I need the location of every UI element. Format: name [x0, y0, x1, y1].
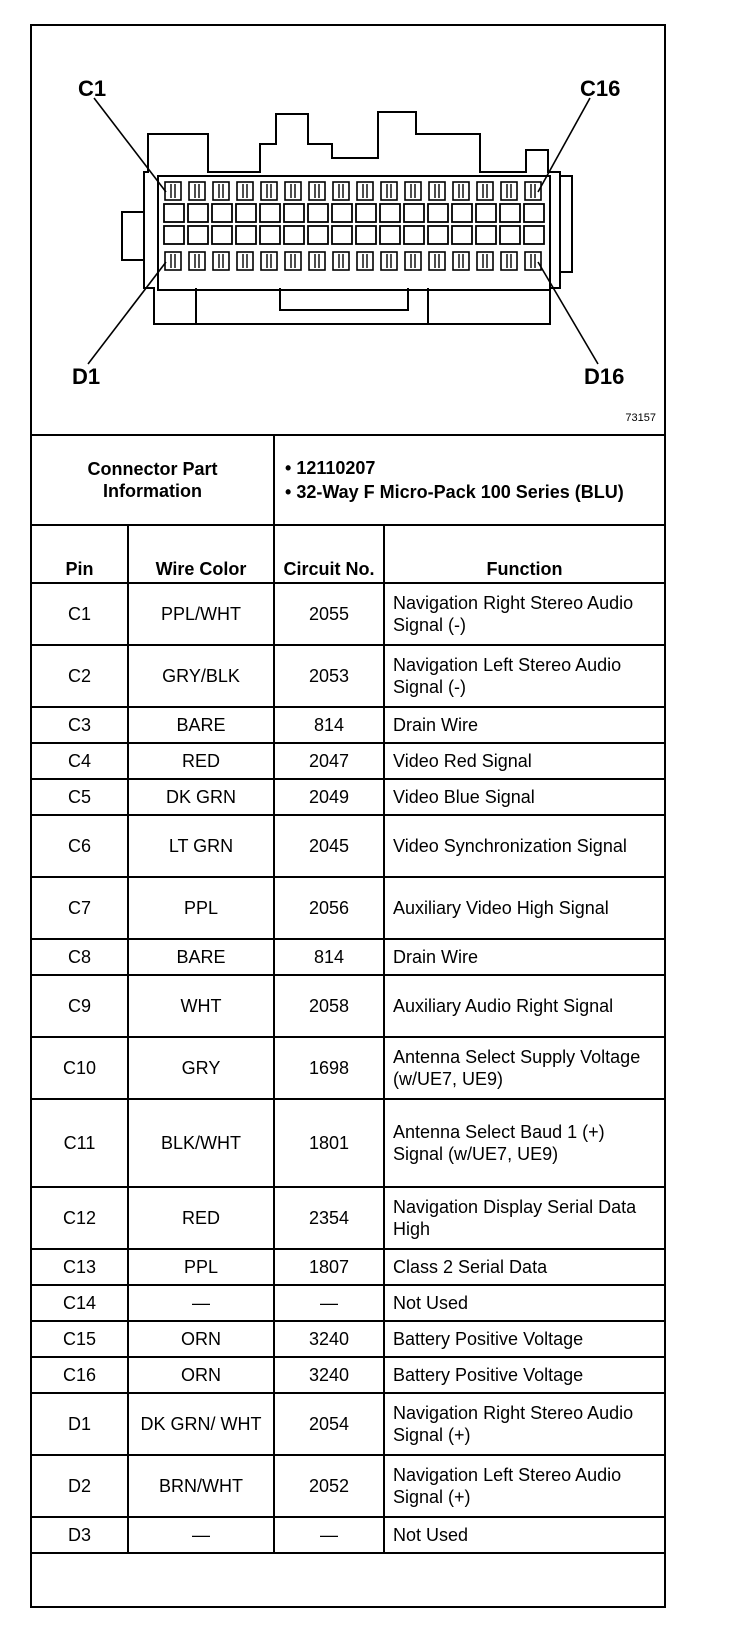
wire-color-cell: GRY/BLK [128, 645, 274, 707]
pin-cell: C3 [32, 707, 128, 743]
pin-cell: D1 [32, 1393, 128, 1455]
pin-cavity-cell [452, 226, 472, 244]
function-cell: Video Blue Signal [384, 779, 664, 815]
function-cell: Battery Positive Voltage [384, 1357, 664, 1393]
table-row [32, 1037, 664, 1099]
pin-terminal [189, 252, 205, 270]
wire-color-cell: PPL [128, 1249, 274, 1285]
pin-terminal [237, 182, 253, 200]
pin-cavity-cell [236, 226, 256, 244]
wire-color-cell: ORN [128, 1321, 274, 1357]
pin-cavity-cell [404, 204, 424, 222]
pin-cavity-cell [284, 226, 304, 244]
pin-cavity-cell [212, 204, 232, 222]
wire-color-cell: GRY [128, 1037, 274, 1099]
pin-cavity-cell [308, 204, 328, 222]
header-row [32, 525, 664, 583]
pin-cavity-cell [428, 226, 448, 244]
pin-terminal [429, 252, 445, 270]
leader-c1 [94, 98, 166, 192]
pin-terminal [189, 182, 205, 200]
function-cell: Class 2 Serial Data [384, 1249, 664, 1285]
pin-terminal [165, 182, 181, 200]
circuit-cell: — [274, 1285, 384, 1321]
pin-terminal [429, 182, 445, 200]
figure-number: 73157 [625, 412, 656, 424]
table-row [32, 743, 664, 779]
pin-cavity-cell [404, 226, 424, 244]
pin-cavity-cell [380, 226, 400, 244]
pin-cell: C9 [32, 975, 128, 1037]
wire-color-cell: BARE [128, 939, 274, 975]
connector-type: • 32-Way F Micro-Pack 100 Series (BLU) [285, 482, 624, 502]
table-row [32, 1357, 664, 1393]
function-cell: Video Red Signal [384, 743, 664, 779]
pin-cavity-cell [428, 204, 448, 222]
pin-terminal [405, 182, 421, 200]
circuit-cell: 1801 [274, 1099, 384, 1187]
pin-terminal [477, 182, 493, 200]
circuit-cell: 1807 [274, 1249, 384, 1285]
leader-c16 [538, 98, 590, 192]
header-function: Function [384, 525, 664, 583]
header-circuit: Circuit No. [274, 525, 384, 583]
circuit-cell: 2354 [274, 1187, 384, 1249]
circuit-cell: 2049 [274, 779, 384, 815]
connector-diagram [32, 26, 664, 436]
wire-color-cell: WHT [128, 975, 274, 1037]
pin-terminal [213, 252, 229, 270]
pin-cavity-cell [308, 226, 328, 244]
circuit-cell: 2053 [274, 645, 384, 707]
pin-cavity-cell [212, 226, 232, 244]
label-c1: C1 [78, 76, 107, 101]
function-cell: Antenna Select Baud 1 (+) Signal (w/UE7, UE9) [384, 1099, 664, 1187]
table-row [32, 707, 664, 743]
pin-cavity-cell [356, 226, 376, 244]
circuit-cell: 2045 [274, 815, 384, 877]
connector-info-row [32, 435, 664, 525]
wire-color-cell: RED [128, 743, 274, 779]
pin-terminal [213, 182, 229, 200]
pin-cell: C16 [32, 1357, 128, 1393]
table-row [32, 1285, 664, 1321]
pin-cavity-cell [500, 204, 520, 222]
pin-terminal [309, 182, 325, 200]
circuit-cell: 814 [274, 707, 384, 743]
bottom-key [280, 288, 408, 310]
table-row [32, 1321, 664, 1357]
pin-cavity [158, 176, 550, 290]
pin-terminal [237, 252, 253, 270]
connector-info-label: Connector Part Information [32, 435, 274, 525]
pin-cavity-cell [524, 204, 544, 222]
function-cell: Auxiliary Audio Right Signal [384, 975, 664, 1037]
pin-cavity-cell [284, 204, 304, 222]
label-d16: D16 [584, 364, 625, 389]
connector-sheet [30, 24, 666, 1608]
function-cell: Drain Wire [384, 707, 664, 743]
pin-cavity-cell [524, 226, 544, 244]
header-wire-color: Wire Color [128, 525, 274, 583]
pin-cavity-cell [164, 204, 184, 222]
table-row [32, 583, 664, 645]
pin-terminal [501, 182, 517, 200]
circuit-cell: 2056 [274, 877, 384, 939]
pin-cavity-cell [476, 204, 496, 222]
pin-terminal [261, 252, 277, 270]
function-cell: Navigation Display Serial Data High [384, 1187, 664, 1249]
pin-cavity-cell [260, 226, 280, 244]
pin-cell: D3 [32, 1517, 128, 1553]
pin-terminal [285, 182, 301, 200]
pin-cell: C15 [32, 1321, 128, 1357]
function-cell: Navigation Right Stereo Audio Signal (+) [384, 1393, 664, 1455]
table-row [32, 1517, 664, 1553]
pin-cavity-cell [356, 204, 376, 222]
circuit-cell: 2047 [274, 743, 384, 779]
leader-d16 [538, 262, 598, 364]
connector-face-drawing [32, 26, 664, 436]
table-row [32, 1393, 664, 1455]
table-row [32, 779, 664, 815]
left-latch [122, 212, 144, 260]
pinout-table [32, 434, 664, 1554]
wire-color-cell: BRN/WHT [128, 1455, 274, 1517]
pin-cell: C11 [32, 1099, 128, 1187]
pin-cell: C8 [32, 939, 128, 975]
wire-color-cell: BLK/WHT [128, 1099, 274, 1187]
function-cell: Antenna Select Supply Voltage (w/UE7, UE9) [384, 1037, 664, 1099]
pin-terminal [381, 182, 397, 200]
pin-cell: C2 [32, 645, 128, 707]
function-cell: Navigation Left Stereo Audio Signal (+) [384, 1455, 664, 1517]
pin-cell: C4 [32, 743, 128, 779]
pin-terminal [333, 252, 349, 270]
circuit-cell: 3240 [274, 1321, 384, 1357]
wire-color-cell: DK GRN/ WHT [128, 1393, 274, 1455]
header-pin: Pin [32, 525, 128, 583]
wire-color-cell: LT GRN [128, 815, 274, 877]
table-row [32, 1099, 664, 1187]
table-row [32, 815, 664, 877]
function-cell: Drain Wire [384, 939, 664, 975]
pin-terminal [453, 252, 469, 270]
pin-terminal [309, 252, 325, 270]
wire-color-cell: DK GRN [128, 779, 274, 815]
pin-cavity-cell [188, 204, 208, 222]
table-row [32, 877, 664, 939]
wire-color-cell: PPL [128, 877, 274, 939]
wire-color-cell: — [128, 1285, 274, 1321]
pin-cavity-cell [236, 204, 256, 222]
pin-cavity-cell [164, 226, 184, 244]
pin-cavity-cell [476, 226, 496, 244]
pin-cavity-cell [188, 226, 208, 244]
pin-terminal [357, 182, 373, 200]
pin-cell: C13 [32, 1249, 128, 1285]
pin-terminal [261, 182, 277, 200]
function-cell: Not Used [384, 1285, 664, 1321]
table-row [32, 975, 664, 1037]
pin-terminal [357, 252, 373, 270]
table-row [32, 645, 664, 707]
part-number: • 12110207 [285, 458, 376, 478]
pin-cell: C1 [32, 583, 128, 645]
pin-cavity-cell [332, 226, 352, 244]
pin-cavity-cell [500, 226, 520, 244]
pin-terminal [405, 252, 421, 270]
circuit-cell: 3240 [274, 1357, 384, 1393]
pin-terminal [453, 182, 469, 200]
pin-cell: C10 [32, 1037, 128, 1099]
circuit-cell: 1698 [274, 1037, 384, 1099]
pin-terminal [285, 252, 301, 270]
pin-cell: C14 [32, 1285, 128, 1321]
function-cell: Video Synchronization Signal [384, 815, 664, 877]
pin-terminal [381, 252, 397, 270]
pin-cavity-cell [380, 204, 400, 222]
pin-cell: D2 [32, 1455, 128, 1517]
pin-cell: C12 [32, 1187, 128, 1249]
circuit-cell: 814 [274, 939, 384, 975]
function-cell: Auxiliary Video High Signal [384, 877, 664, 939]
label-c16: C16 [580, 76, 621, 101]
circuit-cell: 2052 [274, 1455, 384, 1517]
pin-cell: C7 [32, 877, 128, 939]
circuit-cell: — [274, 1517, 384, 1553]
circuit-cell: 2055 [274, 583, 384, 645]
wire-color-cell: BARE [128, 707, 274, 743]
wire-color-cell: PPL/WHT [128, 583, 274, 645]
pin-cell: C6 [32, 815, 128, 877]
pin-cell: C5 [32, 779, 128, 815]
pin-terminal [333, 182, 349, 200]
function-cell: Navigation Right Stereo Audio Signal (-) [384, 583, 664, 645]
function-cell: Battery Positive Voltage [384, 1321, 664, 1357]
pin-terminal [501, 252, 517, 270]
table-row [32, 1187, 664, 1249]
function-cell: Not Used [384, 1517, 664, 1553]
function-cell: Navigation Left Stereo Audio Signal (-) [384, 645, 664, 707]
pin-terminal [165, 252, 181, 270]
table-row [32, 1249, 664, 1285]
pin-cavity-cell [260, 204, 280, 222]
pin-terminal [525, 252, 541, 270]
pin-terminal [477, 252, 493, 270]
wire-color-cell: — [128, 1517, 274, 1553]
pin-cavity-cell [452, 204, 472, 222]
pin-cavity-cell [332, 204, 352, 222]
table-row [32, 939, 664, 975]
label-d1: D1 [72, 364, 101, 389]
circuit-cell: 2054 [274, 1393, 384, 1455]
connector-info-values [274, 435, 664, 525]
circuit-cell: 2058 [274, 975, 384, 1037]
right-latch [560, 176, 572, 272]
wire-color-cell: RED [128, 1187, 274, 1249]
table-row [32, 1455, 664, 1517]
wire-color-cell: ORN [128, 1357, 274, 1393]
